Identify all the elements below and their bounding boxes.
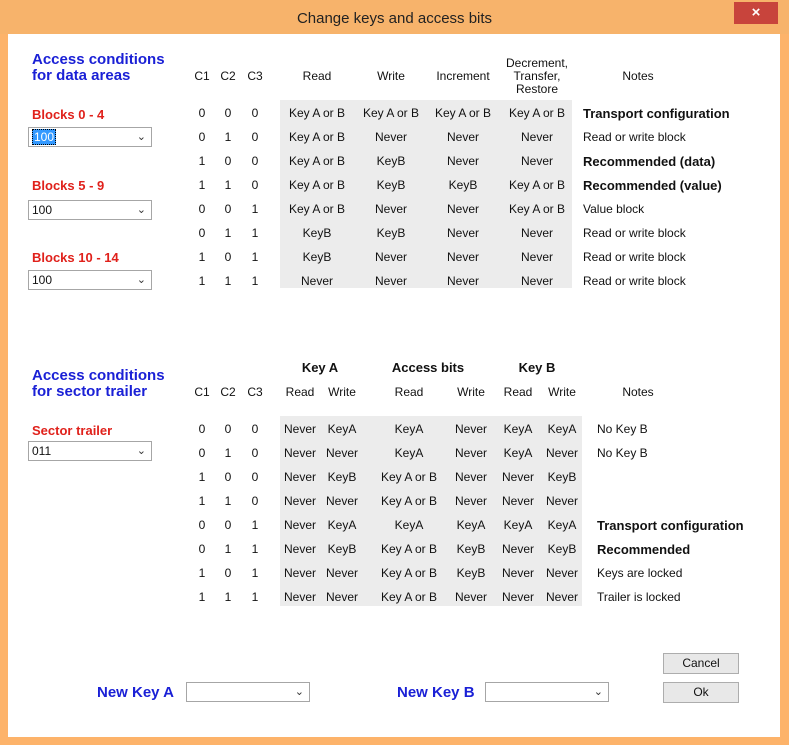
trailer-cell-ka-w: KeyA <box>327 518 357 532</box>
trailer-cell-kb-r: KeyA <box>503 446 533 460</box>
chevron-down-icon: ⌄ <box>593 686 603 698</box>
data-row-note: Transport configuration <box>583 106 730 121</box>
trailer-cell-c1: 0 <box>198 446 206 460</box>
blocks-5-9-select[interactable] <box>28 200 152 220</box>
trailer-row-note: Trailer is locked <box>597 590 681 604</box>
header-write: Write <box>377 69 405 83</box>
group-header-access-bits: Access bits <box>391 360 465 375</box>
trailer-cell-c2: 0 <box>224 566 232 580</box>
chevron-down-icon: ⌄ <box>136 445 146 457</box>
new-key-b-select[interactable] <box>485 682 609 702</box>
header-notes: Notes <box>622 69 654 83</box>
data-cell-c1: 0 <box>198 106 206 120</box>
header-c3: C3 <box>247 69 263 83</box>
data-cell-c3: 0 <box>251 178 259 192</box>
trailer-cell-c3: 0 <box>251 446 259 460</box>
trailer-cell-c2: 0 <box>224 518 232 532</box>
trailer-cell-kb-w: KeyA <box>547 422 577 436</box>
trailer-cell-c1: 1 <box>198 494 206 508</box>
data-cell-c3: 1 <box>251 226 259 240</box>
trailer-header-ka-write: Write <box>328 385 356 399</box>
data-row-note: Read or write block <box>583 250 686 264</box>
trailer-row-note: No Key B <box>597 446 648 460</box>
trailer-cell-c1: 0 <box>198 542 206 556</box>
data-cell-write: Never <box>374 274 407 288</box>
header-read: Read <box>302 69 332 83</box>
data-cell-c1: 1 <box>198 274 206 288</box>
dialog-client <box>8 34 780 737</box>
trailer-cell-ka-w: KeyB <box>327 470 357 484</box>
trailer-row-note: Recommended <box>597 542 691 557</box>
close-button[interactable] <box>734 2 778 24</box>
trailer-row-note: No Key B <box>597 422 648 436</box>
chevron-down-icon: ⌄ <box>136 204 146 216</box>
header-decrement <box>500 57 574 96</box>
blocks-5-9-label: Blocks 5 - 9 <box>32 178 105 193</box>
trailer-cell-ab-w: KeyB <box>456 566 486 580</box>
new-key-a-select[interactable] <box>186 682 310 702</box>
trailer-cell-c2: 1 <box>224 590 232 604</box>
trailer-cell-ka-r: Never <box>283 494 316 508</box>
blocks-5-9-value: 100 <box>32 203 53 217</box>
trailer-cell-ab-r: Key A or B <box>380 590 438 604</box>
trailer-cell-ka-r: Never <box>283 446 316 460</box>
data-cell-write: Never <box>374 250 407 264</box>
data-cell-dec: Never <box>520 274 553 288</box>
data-cell-c3: 0 <box>251 106 259 120</box>
data-cell-dec: Never <box>520 250 553 264</box>
trailer-cell-kb-w: Never <box>545 566 578 580</box>
data-cell-read: KeyB <box>302 250 332 264</box>
sector-trailer-label: Sector trailer <box>32 423 113 438</box>
data-cell-inc: Never <box>446 226 479 240</box>
trailer-cell-c2: 0 <box>224 422 232 436</box>
trailer-section-title <box>32 368 165 400</box>
data-cell-read: Key A or B <box>288 106 346 120</box>
trailer-header-c2: C2 <box>220 385 236 399</box>
window-title: Change keys and access bits <box>296 10 493 27</box>
data-cell-dec: Key A or B <box>508 106 566 120</box>
data-cell-c1: 1 <box>198 250 206 264</box>
trailer-cell-ka-r: Never <box>283 590 316 604</box>
trailer-cell-ab-w: KeyB <box>456 542 486 556</box>
data-cell-inc: Key A or B <box>434 106 492 120</box>
data-row-note: Read or write block <box>583 130 686 144</box>
trailer-cell-kb-r: Never <box>501 542 534 556</box>
trailer-header-c3: C3 <box>247 385 263 399</box>
trailer-cell-ab-r: Key A or B <box>380 542 438 556</box>
trailer-cell-kb-w: KeyA <box>547 518 577 532</box>
blocks-0-4-select[interactable] <box>28 127 152 147</box>
trailer-cell-c1: 0 <box>198 422 206 436</box>
data-cell-read: Key A or B <box>288 154 346 168</box>
data-cell-c2: 0 <box>224 202 232 216</box>
header-decrement-line2: Transfer, <box>513 69 561 83</box>
data-cell-c1: 0 <box>198 226 206 240</box>
trailer-cell-ab-r: Key A or B <box>380 470 438 484</box>
trailer-cell-ab-w: Never <box>454 446 487 460</box>
trailer-cell-ab-r: Key A or B <box>380 566 438 580</box>
trailer-cell-kb-r: KeyA <box>503 518 533 532</box>
data-row-note: Read or write block <box>583 226 686 240</box>
data-cell-dec: Never <box>520 226 553 240</box>
data-cell-inc: Never <box>446 154 479 168</box>
trailer-cell-c3: 1 <box>251 566 259 580</box>
data-row-note: Value block <box>583 202 645 216</box>
trailer-cell-c3: 1 <box>251 518 259 532</box>
trailer-cell-kb-r: Never <box>501 566 534 580</box>
data-cell-c3: 0 <box>251 130 259 144</box>
data-row-note: Recommended (data) <box>583 154 716 169</box>
sector-trailer-select[interactable] <box>28 441 152 461</box>
trailer-header-ka-read: Read <box>285 385 315 399</box>
trailer-cell-c1: 0 <box>198 518 206 532</box>
data-row-note: Read or write block <box>583 274 686 288</box>
trailer-row-note: Transport configuration <box>597 518 744 533</box>
blocks-0-4-value: 100 <box>34 130 55 144</box>
trailer-cell-ab-w: Never <box>454 470 487 484</box>
data-cell-write: Never <box>374 130 407 144</box>
trailer-cell-c1: 1 <box>198 566 206 580</box>
cancel-button[interactable]: Cancel <box>663 653 739 674</box>
data-cell-write: Never <box>374 202 407 216</box>
trailer-header-notes: Notes <box>622 385 654 399</box>
data-cell-inc: Never <box>446 274 479 288</box>
trailer-cell-ka-w: KeyA <box>327 422 357 436</box>
trailer-cell-c2: 1 <box>224 542 232 556</box>
new-key-a-label: New Key A <box>97 684 174 701</box>
data-cell-c1: 1 <box>198 154 206 168</box>
data-cell-read: Key A or B <box>288 178 346 192</box>
trailer-cell-ab-w: KeyA <box>456 518 486 532</box>
trailer-cell-kb-w: Never <box>545 446 578 460</box>
trailer-cell-c3: 0 <box>251 470 259 484</box>
trailer-cell-c2: 1 <box>224 446 232 460</box>
sector-trailer-value: 011 <box>32 444 52 458</box>
trailer-cell-kb-w: KeyB <box>547 542 577 556</box>
trailer-cell-c1: 1 <box>198 590 206 604</box>
blocks-10-14-value: 100 <box>32 273 53 287</box>
data-cell-c2: 1 <box>224 178 232 192</box>
data-cell-c2: 0 <box>224 250 232 264</box>
trailer-cell-ka-w: Never <box>325 494 358 508</box>
trailer-cell-ka-r: Never <box>283 518 316 532</box>
data-cell-c1: 1 <box>198 178 206 192</box>
data-title-line2: for data areas <box>32 67 131 84</box>
trailer-cell-ka-r: Never <box>283 566 316 580</box>
trailer-cell-c3: 0 <box>251 422 259 436</box>
data-cell-c2: 1 <box>224 274 232 288</box>
trailer-cell-ab-r: Key A or B <box>380 494 438 508</box>
trailer-header-c1: C1 <box>194 385 210 399</box>
data-cell-read: Key A or B <box>288 130 346 144</box>
data-cell-c2: 1 <box>224 226 232 240</box>
trailer-cell-kb-w: Never <box>545 590 578 604</box>
data-cell-c2: 0 <box>224 106 232 120</box>
trailer-cell-ka-r: Never <box>283 422 316 436</box>
trailer-cell-ka-w: KeyB <box>327 542 357 556</box>
trailer-cell-kb-w: Never <box>545 494 578 508</box>
trailer-cell-kb-w: KeyB <box>547 470 577 484</box>
trailer-title-line1: Access conditions <box>32 367 165 384</box>
data-cell-read: Never <box>300 274 333 288</box>
trailer-cell-kb-r: Never <box>501 494 534 508</box>
data-cell-write: KeyB <box>376 154 406 168</box>
ok-button[interactable]: Ok <box>663 682 739 703</box>
group-header-key-a: Key A <box>301 360 339 375</box>
trailer-row-note: Keys are locked <box>597 566 683 580</box>
data-cell-c1: 0 <box>198 202 206 216</box>
trailer-cell-ab-r: KeyA <box>394 518 424 532</box>
data-section-title <box>32 52 165 84</box>
trailer-cell-ab-r: KeyA <box>394 446 424 460</box>
data-cell-write: KeyB <box>376 178 406 192</box>
trailer-header-kb-write: Write <box>548 385 576 399</box>
trailer-cell-ka-w: Never <box>325 566 358 580</box>
data-cell-read: Key A or B <box>288 202 346 216</box>
trailer-cell-ab-w: Never <box>454 494 487 508</box>
data-cell-inc: KeyB <box>448 178 478 192</box>
data-cell-c3: 0 <box>251 154 259 168</box>
header-decrement-line3: Restore <box>515 82 559 96</box>
blocks-10-14-select[interactable] <box>28 270 152 290</box>
new-key-b-label: New Key B <box>397 684 475 701</box>
trailer-cell-kb-r: KeyA <box>503 422 533 436</box>
trailer-cell-c2: 1 <box>224 494 232 508</box>
close-icon: × <box>751 4 761 21</box>
data-cell-c2: 1 <box>224 130 232 144</box>
trailer-cell-ka-w: Never <box>325 446 358 460</box>
data-cell-c1: 0 <box>198 130 206 144</box>
data-cell-dec: Key A or B <box>508 202 566 216</box>
header-c1: C1 <box>194 69 210 83</box>
trailer-cell-ka-r: Never <box>283 542 316 556</box>
trailer-cell-c3: 1 <box>251 542 259 556</box>
trailer-cell-kb-r: Never <box>501 590 534 604</box>
trailer-cell-c3: 1 <box>251 590 259 604</box>
trailer-header-ab-read: Read <box>394 385 424 399</box>
data-cell-dec: Key A or B <box>508 178 566 192</box>
trailer-cell-c3: 0 <box>251 494 259 508</box>
header-c2: C2 <box>220 69 236 83</box>
trailer-cell-c1: 1 <box>198 470 206 484</box>
group-header-key-b: Key B <box>518 360 556 375</box>
trailer-title-line2: for sector trailer <box>32 383 148 400</box>
trailer-cell-ab-r: KeyA <box>394 422 424 436</box>
data-cell-write: Key A or B <box>362 106 420 120</box>
data-cell-c3: 1 <box>251 202 259 216</box>
trailer-cell-ab-w: Never <box>454 590 487 604</box>
data-cell-dec: Never <box>520 154 553 168</box>
trailer-cell-ka-w: Never <box>325 590 358 604</box>
blocks-0-4-label: Blocks 0 - 4 <box>32 107 105 122</box>
data-cell-c3: 1 <box>251 274 259 288</box>
trailer-cell-ab-w: Never <box>454 422 487 436</box>
data-title-line1: Access conditions <box>32 51 165 68</box>
blocks-10-14-label: Blocks 10 - 14 <box>32 250 119 265</box>
trailer-cell-kb-r: Never <box>501 470 534 484</box>
chevron-down-icon: ⌄ <box>136 274 146 286</box>
header-decrement-line1: Decrement, <box>505 56 569 70</box>
data-row-note: Recommended (value) <box>583 178 722 193</box>
data-cell-dec: Never <box>520 130 553 144</box>
data-cell-inc: Never <box>446 130 479 144</box>
data-cell-c3: 1 <box>251 250 259 264</box>
title-bar <box>0 0 789 34</box>
header-increment: Increment <box>436 69 490 83</box>
data-cell-c2: 0 <box>224 154 232 168</box>
trailer-cell-ka-r: Never <box>283 470 316 484</box>
data-cell-read: KeyB <box>302 226 332 240</box>
data-cell-inc: Never <box>446 250 479 264</box>
trailer-header-ab-write: Write <box>457 385 485 399</box>
chevron-down-icon: ⌄ <box>136 131 146 143</box>
data-cell-write: KeyB <box>376 226 406 240</box>
trailer-cell-c2: 0 <box>224 470 232 484</box>
chevron-down-icon: ⌄ <box>294 686 304 698</box>
data-cell-inc: Never <box>446 202 479 216</box>
trailer-header-kb-read: Read <box>503 385 533 399</box>
